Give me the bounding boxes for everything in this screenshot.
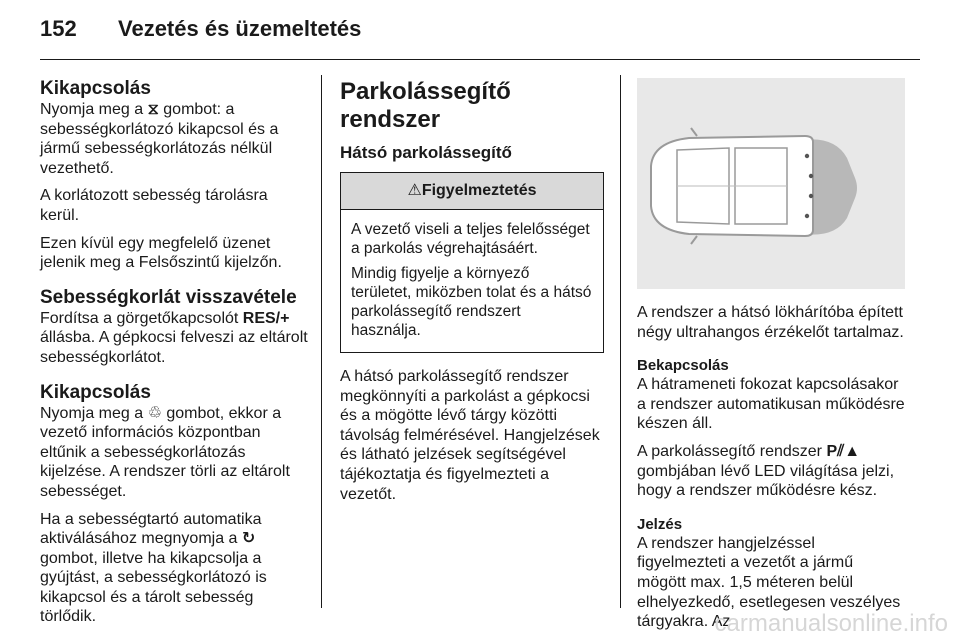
- paragraph: A rendszer hangjelzéssel figyelmezteti a vezetőt a jármű mögött max. 1,5 méteren belül elhelyezkedő, esetlegesen veszélyes tárgyakra. Az: [637, 534, 901, 631]
- page-header: [40, 16, 361, 42]
- warning-box: [340, 172, 604, 353]
- text: gombot, ekkor a vezető információs központban eltűnik a sebességkorlátozás kijelzése. A rendszer törli az eltárolt sebességet.: [40, 404, 290, 500]
- cruise-button-icon: ↻: [241, 530, 256, 548]
- heading-kikapcsolas-1: Kikapcsolás: [40, 78, 151, 99]
- column-right: [637, 78, 905, 640]
- warning-text: A vezető viseli a teljes felelősséget a parkolás végrehajtásáért.: [351, 221, 590, 257]
- text: állásba. A gépkocsi felveszi az eltárolt sebességkorlátot.: [40, 329, 308, 366]
- paragraph: A rendszer a hátsó lökhárítóba épített négy ultrahangos érzékelőt tartalmaz.: [637, 304, 904, 341]
- column-left: [40, 78, 308, 635]
- section-subtitle: Hátsó parkolássegítő: [340, 143, 512, 162]
- text: Nyomja meg a: [40, 101, 148, 118]
- chapter-title: Vezetés és üzemeltetés: [118, 16, 362, 41]
- res-label: RES/+: [242, 309, 290, 327]
- paragraph: A korlátozott sebesség tárolásra kerül.: [40, 187, 268, 224]
- heading-jelzes: Jelzés: [637, 515, 683, 533]
- paragraph: [40, 100, 308, 178]
- text: gombot, illetve ha kikapcsolja a gyújtást, a sebességkorlátozó is kikapcsol és a tárolt sebesség törlődik.: [40, 549, 267, 626]
- text: Ha a sebességtartó automatika aktiválásához megnyomja a: [40, 510, 262, 548]
- car-sensor-diagram: [637, 78, 905, 289]
- warning-title: Figyelmeztetés: [421, 182, 537, 199]
- text: gombjában lévő LED világítása jelzi, hogy a rendszer működésre kész.: [637, 462, 895, 500]
- warning-text: Mindig figyelje a környező területet, miközben tolat és a hátsó parkolássegítő rendszert használja.: [351, 265, 592, 339]
- text: Nyomja meg a: [40, 404, 148, 422]
- watermark: carmanualsonline.info: [714, 610, 948, 637]
- page-number: 152: [40, 16, 77, 41]
- text: A parkolássegítő rendszer: [637, 442, 827, 460]
- warning-icon: ⚠: [407, 182, 422, 199]
- header-rule: [40, 59, 920, 60]
- heading-kikapcsolas-2: Kikapcsolás: [40, 381, 151, 403]
- park-assist-button-icon: P⫽▲: [826, 442, 861, 460]
- parking-sensor-illustration: [637, 78, 905, 289]
- paragraph: [40, 309, 308, 368]
- paragraph: A hátsó parkolássegítő rendszer megkönnyíti a parkolást a gépkocsi és a mögötte lévő tárgy közötti távolság felmérésével. Hangjelzések és látható jelzések segítségével tájékoztatja és figyelmezteti a vezetőt.: [340, 368, 600, 503]
- section-title: Parkolássegítő rendszer: [340, 78, 511, 133]
- cancel-button-icon: ♲: [147, 404, 162, 422]
- limiter-button-icon: ⧖: [147, 101, 159, 118]
- text: Fordítsa a görgetőkapcsolót: [40, 309, 243, 327]
- heading-bekapcsolas: Bekapcsolás: [637, 357, 729, 375]
- column-divider: [321, 75, 322, 608]
- paragraph: [637, 442, 905, 501]
- warning-header: [341, 173, 603, 210]
- paragraph: [40, 510, 308, 628]
- column-divider: [620, 75, 621, 608]
- paragraph: [40, 404, 308, 502]
- text: gombot: a sebességkorlátozó kikapcsol és a jármű sebességkorlátozás nélkül vezethető.: [40, 101, 279, 177]
- paragraph: Ezen kívül egy megfelelő üzenet jelenik meg a Felsőszintű kijelzőn.: [40, 234, 282, 272]
- paragraph: A hátrameneti fokozat kapcsolásakor a rendszer automatikusan működésre készen áll.: [637, 376, 905, 433]
- heading-visszavetel: Sebességkorlát visszavétele: [40, 286, 297, 308]
- column-middle: [340, 78, 604, 512]
- warning-body: [341, 210, 603, 352]
